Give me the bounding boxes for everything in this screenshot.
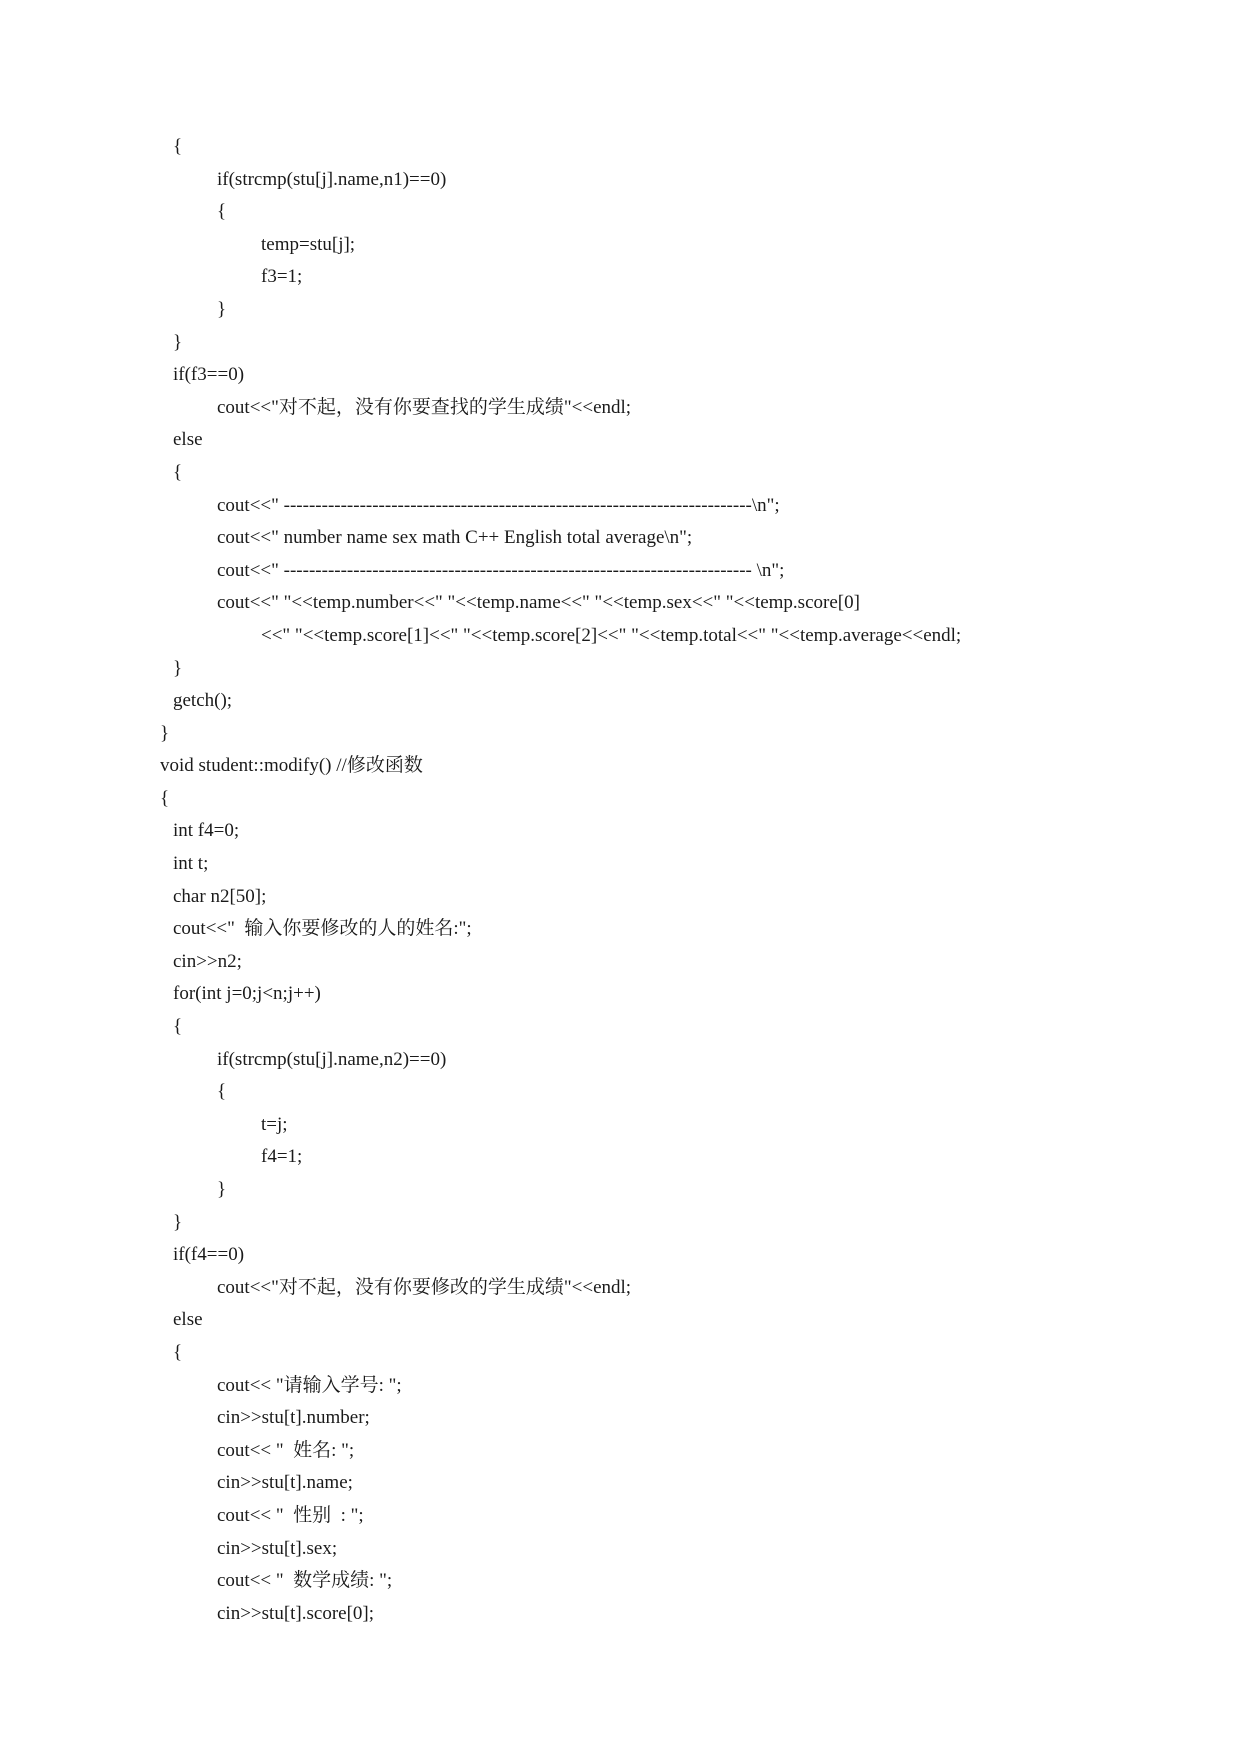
code-listing [160, 131, 1200, 1630]
code-line: t=j; [261, 1113, 288, 1135]
code-line: } [160, 722, 170, 744]
code-line: } [173, 657, 183, 679]
code-line: cout<<" "<<temp.number<<" "<<temp.name<<" "<<temp.sex<<" "<<temp.score[0] [217, 592, 860, 614]
code-line: <<" "<<temp.score[1]<<" "<<temp.score[2]<<" "<<temp.total<<" "<<temp.average<<endl; [261, 624, 962, 646]
code-line: { [217, 1081, 227, 1103]
code-line: cin>>stu[t].name; [217, 1472, 353, 1494]
code-line: cout<<"对不起，没有你要修改的学生成绩"<<endl; [217, 1276, 632, 1298]
code-line: { [160, 787, 170, 809]
code-line: } [217, 298, 227, 320]
code-line: } [173, 1211, 183, 1233]
code-line: cout<< " 姓名: "; [217, 1439, 355, 1461]
code-line: if(f3==0) [173, 364, 245, 386]
code-line: f4=1; [261, 1146, 303, 1168]
code-line: cin>>stu[t].sex; [217, 1537, 338, 1559]
code-line: f3=1; [261, 266, 303, 288]
code-line: cout<<"对不起，没有你要查找的学生成绩"<<endl; [217, 396, 632, 418]
code-line: int f4=0; [173, 820, 240, 842]
code-line: { [217, 201, 227, 223]
code-line: if(f4==0) [173, 1244, 245, 1266]
code-line: else [173, 429, 203, 451]
code-line: temp=stu[j]; [261, 233, 356, 255]
code-line: { [173, 461, 183, 483]
code-line: } [217, 1179, 227, 1200]
code-line: cout<<" -------------------------------------------------------------------------- \n"; [217, 559, 785, 581]
code-line: getch(); [173, 690, 233, 712]
code-line: { [173, 136, 183, 157]
code-line: } [173, 331, 183, 353]
code-line: cout<< " 性别 : "; [217, 1504, 364, 1526]
code-line: { [173, 1341, 183, 1363]
code-line: cin>>stu[t].score[0]; [217, 1602, 375, 1624]
code-line: { [173, 1016, 183, 1038]
code-line: cout<< "请输入学号: "; [217, 1374, 402, 1396]
code-line: cout<<" number name sex math C++ English total average\n"; [217, 527, 693, 549]
code-line: cin>>stu[t].number; [217, 1407, 370, 1429]
code-line: cout<<" --------------------------------------------------------------------------\n"; [217, 494, 780, 516]
code-line: cin>>n2; [173, 950, 242, 972]
code-line: int t; [173, 853, 209, 875]
code-line: cout<< " 数学成绩: "; [217, 1570, 393, 1592]
code-line: char n2[50]; [173, 885, 267, 907]
code-line: cout<<" 输入你要修改的人的姓名:"; [173, 918, 472, 940]
code-line: if(strcmp(stu[j].name,n1)==0) [217, 168, 447, 190]
code-line: if(strcmp(stu[j].name,n2)==0) [217, 1048, 447, 1070]
code-line: else [173, 1309, 203, 1331]
code-line: void student::modify() //修改函数 [160, 755, 423, 777]
code-line: for(int j=0;j<n;j++) [173, 983, 321, 1005]
